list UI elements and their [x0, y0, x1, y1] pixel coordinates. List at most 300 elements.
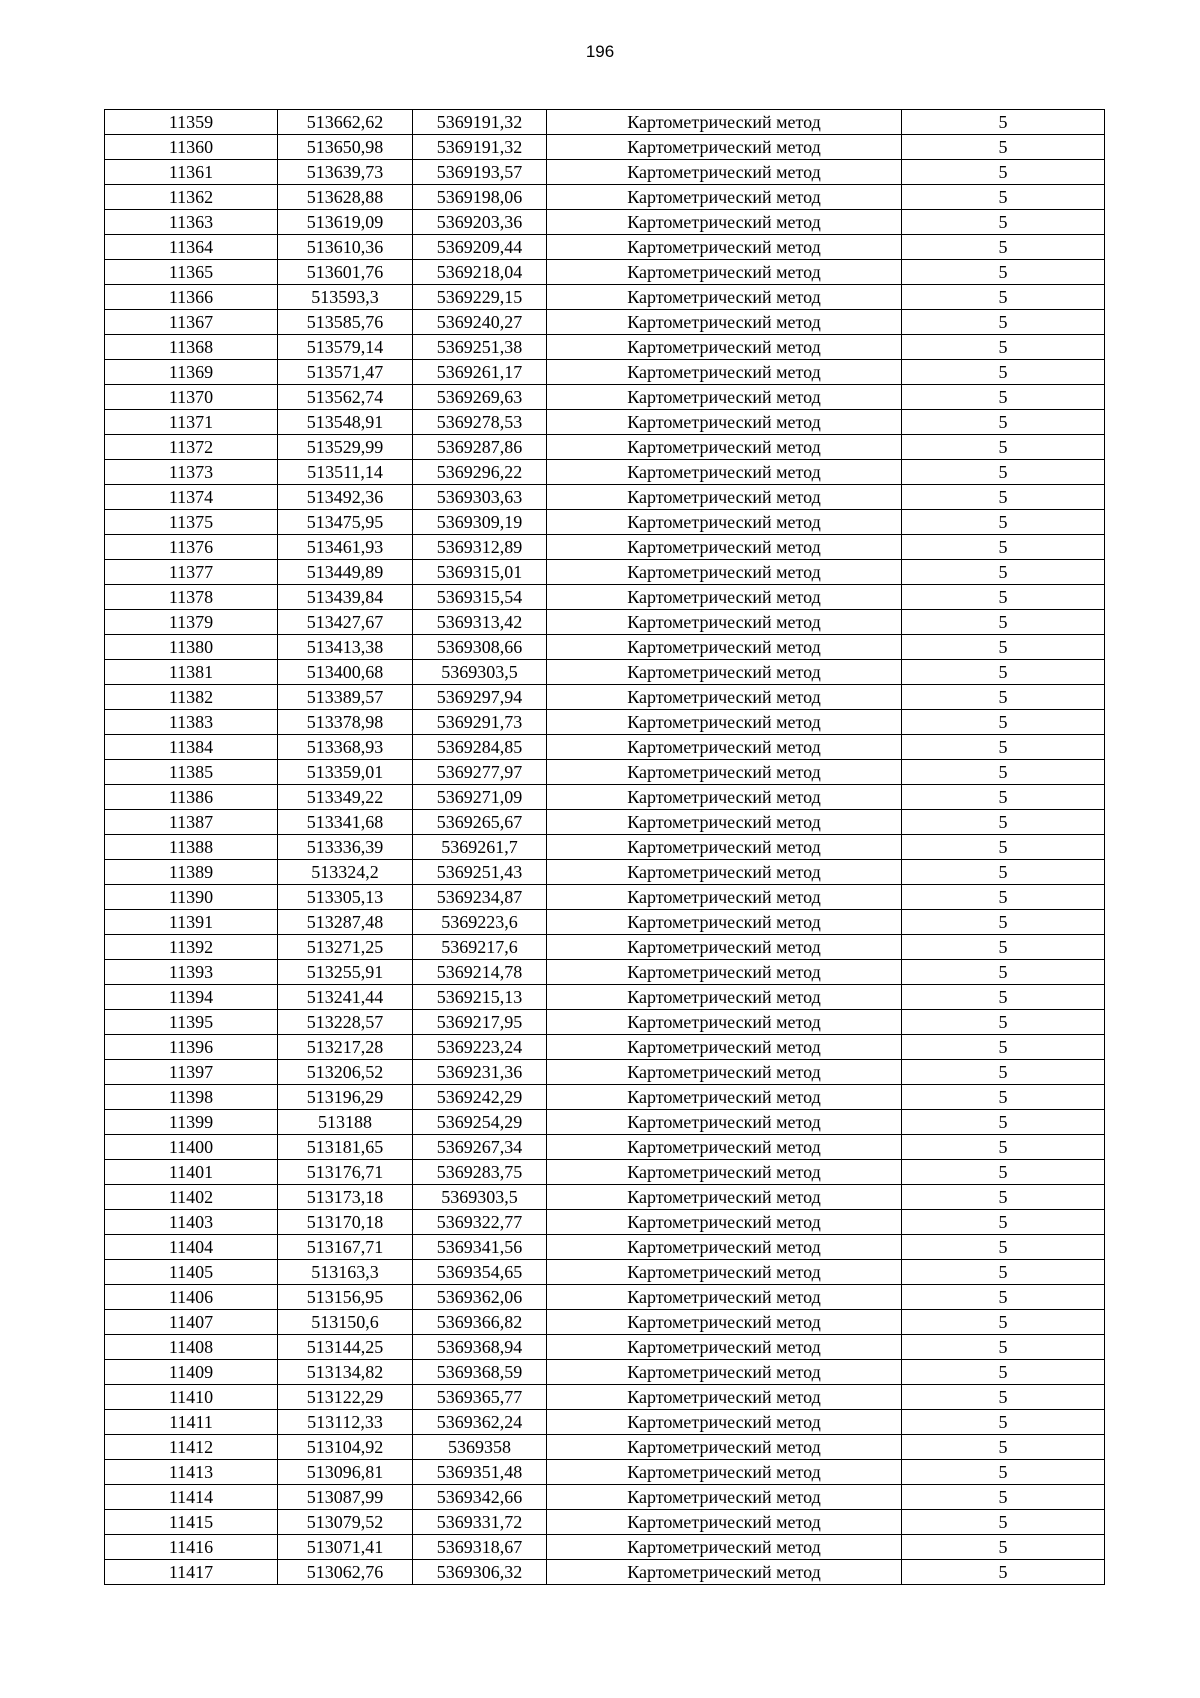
method-cell: Картометрический метод: [547, 1535, 902, 1560]
y-coordinate-cell: 5369278,53: [413, 410, 547, 435]
accuracy-cell: 5: [902, 260, 1105, 285]
accuracy-cell: 5: [902, 1110, 1105, 1135]
accuracy-cell: 5: [902, 710, 1105, 735]
table-row: [105, 785, 1105, 810]
method-cell: Картометрический метод: [547, 1410, 902, 1435]
y-coordinate-cell: 5369217,6: [413, 935, 547, 960]
point-number-cell: 11374: [105, 485, 278, 510]
method-cell: Картометрический метод: [547, 235, 902, 260]
x-coordinate-cell: 513122,29: [278, 1385, 413, 1410]
accuracy-cell: 5: [902, 835, 1105, 860]
y-coordinate-cell: 5369366,82: [413, 1310, 547, 1335]
x-coordinate-cell: 513378,98: [278, 710, 413, 735]
method-cell: Картометрический метод: [547, 1060, 902, 1085]
table-row: [105, 1060, 1105, 1085]
accuracy-cell: 5: [902, 735, 1105, 760]
point-number-cell: 11412: [105, 1435, 278, 1460]
y-coordinate-cell: 5369261,7: [413, 835, 547, 860]
point-number-cell: 11383: [105, 710, 278, 735]
method-cell: Картометрический метод: [547, 1335, 902, 1360]
x-coordinate-cell: 513071,41: [278, 1535, 413, 1560]
point-number-cell: 11411: [105, 1410, 278, 1435]
table-row: [105, 810, 1105, 835]
point-number-cell: 11402: [105, 1185, 278, 1210]
table-row: [105, 1085, 1105, 1110]
table-row: [105, 435, 1105, 460]
x-coordinate-cell: 513619,09: [278, 210, 413, 235]
accuracy-cell: 5: [902, 685, 1105, 710]
method-cell: Картометрический метод: [547, 1035, 902, 1060]
x-coordinate-cell: 513181,65: [278, 1135, 413, 1160]
table-row: [105, 985, 1105, 1010]
accuracy-cell: 5: [902, 485, 1105, 510]
table-row: [105, 710, 1105, 735]
point-number-cell: 11414: [105, 1485, 278, 1510]
method-cell: Картометрический метод: [547, 860, 902, 885]
accuracy-cell: 5: [902, 235, 1105, 260]
method-cell: Картометрический метод: [547, 260, 902, 285]
x-coordinate-cell: 513271,25: [278, 935, 413, 960]
point-number-cell: 11393: [105, 960, 278, 985]
accuracy-cell: 5: [902, 1360, 1105, 1385]
y-coordinate-cell: 5369191,32: [413, 110, 547, 135]
accuracy-cell: 5: [902, 785, 1105, 810]
coordinates-table-body: [105, 110, 1105, 1585]
table-row: [105, 360, 1105, 385]
table-row: [105, 1135, 1105, 1160]
method-cell: Картометрический метод: [547, 1460, 902, 1485]
table-row: [105, 335, 1105, 360]
y-coordinate-cell: 5369303,5: [413, 660, 547, 685]
method-cell: Картометрический метод: [547, 635, 902, 660]
x-coordinate-cell: 513368,93: [278, 735, 413, 760]
y-coordinate-cell: 5369198,06: [413, 185, 547, 210]
accuracy-cell: 5: [902, 210, 1105, 235]
accuracy-cell: 5: [902, 410, 1105, 435]
y-coordinate-cell: 5369303,63: [413, 485, 547, 510]
table-row: [105, 185, 1105, 210]
method-cell: Картометрический метод: [547, 685, 902, 710]
method-cell: Картометрический метод: [547, 560, 902, 585]
method-cell: Картометрический метод: [547, 160, 902, 185]
method-cell: Картометрический метод: [547, 760, 902, 785]
table-row: [105, 460, 1105, 485]
method-cell: Картометрический метод: [547, 660, 902, 685]
y-coordinate-cell: 5369368,94: [413, 1335, 547, 1360]
accuracy-cell: 5: [902, 185, 1105, 210]
accuracy-cell: 5: [902, 635, 1105, 660]
method-cell: Картометрический метод: [547, 1110, 902, 1135]
point-number-cell: 11368: [105, 335, 278, 360]
accuracy-cell: 5: [902, 1235, 1105, 1260]
table-row: [105, 135, 1105, 160]
table-row: [105, 910, 1105, 935]
point-number-cell: 11387: [105, 810, 278, 835]
table-row: [105, 735, 1105, 760]
table-row: [105, 685, 1105, 710]
coordinates-table: [104, 109, 1105, 1585]
accuracy-cell: 5: [902, 960, 1105, 985]
y-coordinate-cell: 5369313,42: [413, 610, 547, 635]
table-row: [105, 1410, 1105, 1435]
accuracy-cell: 5: [902, 1135, 1105, 1160]
x-coordinate-cell: 513217,28: [278, 1035, 413, 1060]
y-coordinate-cell: 5369354,65: [413, 1260, 547, 1285]
accuracy-cell: 5: [902, 1510, 1105, 1535]
table-row: [105, 535, 1105, 560]
method-cell: Картометрический метод: [547, 1160, 902, 1185]
point-number-cell: 11392: [105, 935, 278, 960]
x-coordinate-cell: 513156,95: [278, 1285, 413, 1310]
y-coordinate-cell: 5369267,34: [413, 1135, 547, 1160]
table-row: [105, 1385, 1105, 1410]
point-number-cell: 11386: [105, 785, 278, 810]
point-number-cell: 11359: [105, 110, 278, 135]
accuracy-cell: 5: [902, 1260, 1105, 1285]
table-row: [105, 1035, 1105, 1060]
method-cell: Картометрический метод: [547, 335, 902, 360]
point-number-cell: 11404: [105, 1235, 278, 1260]
page-number: 196: [585, 42, 615, 61]
accuracy-cell: 5: [902, 335, 1105, 360]
method-cell: Картометрический метод: [547, 960, 902, 985]
method-cell: Картометрический метод: [547, 910, 902, 935]
point-number-cell: 11369: [105, 360, 278, 385]
table-row: [105, 835, 1105, 860]
table-row: [105, 560, 1105, 585]
x-coordinate-cell: 513079,52: [278, 1510, 413, 1535]
y-coordinate-cell: 5369251,43: [413, 860, 547, 885]
y-coordinate-cell: 5369308,66: [413, 635, 547, 660]
x-coordinate-cell: 513662,62: [278, 110, 413, 135]
y-coordinate-cell: 5369217,95: [413, 1010, 547, 1035]
accuracy-cell: 5: [902, 1410, 1105, 1435]
table-row: [105, 885, 1105, 910]
x-coordinate-cell: 513324,2: [278, 860, 413, 885]
y-coordinate-cell: 5369315,54: [413, 585, 547, 610]
table-row: [105, 110, 1105, 135]
table-row: [105, 1535, 1105, 1560]
method-cell: Картометрический метод: [547, 935, 902, 960]
x-coordinate-cell: 513475,95: [278, 510, 413, 535]
method-cell: Картометрический метод: [547, 1085, 902, 1110]
point-number-cell: 11408: [105, 1335, 278, 1360]
accuracy-cell: 5: [902, 1535, 1105, 1560]
point-number-cell: 11389: [105, 860, 278, 885]
x-coordinate-cell: 513336,39: [278, 835, 413, 860]
point-number-cell: 11413: [105, 1460, 278, 1485]
accuracy-cell: 5: [902, 1310, 1105, 1335]
point-number-cell: 11409: [105, 1360, 278, 1385]
x-coordinate-cell: 513167,71: [278, 1235, 413, 1260]
table-row: [105, 1285, 1105, 1310]
accuracy-cell: 5: [902, 360, 1105, 385]
y-coordinate-cell: 5369191,32: [413, 135, 547, 160]
accuracy-cell: 5: [902, 460, 1105, 485]
method-cell: Картометрический метод: [547, 1385, 902, 1410]
x-coordinate-cell: 513449,89: [278, 560, 413, 585]
method-cell: Картометрический метод: [547, 510, 902, 535]
accuracy-cell: 5: [902, 1285, 1105, 1310]
point-number-cell: 11401: [105, 1160, 278, 1185]
accuracy-cell: 5: [902, 660, 1105, 685]
table-row: [105, 160, 1105, 185]
point-number-cell: 11381: [105, 660, 278, 685]
accuracy-cell: 5: [902, 135, 1105, 160]
y-coordinate-cell: 5369322,77: [413, 1210, 547, 1235]
y-coordinate-cell: 5369265,67: [413, 810, 547, 835]
x-coordinate-cell: 513359,01: [278, 760, 413, 785]
y-coordinate-cell: 5369277,97: [413, 760, 547, 785]
accuracy-cell: 5: [902, 1385, 1105, 1410]
method-cell: Картометрический метод: [547, 785, 902, 810]
table-row: [105, 610, 1105, 635]
table-row: [105, 960, 1105, 985]
table-row: [105, 1310, 1105, 1335]
y-coordinate-cell: 5369303,5: [413, 1185, 547, 1210]
method-cell: Картометрический метод: [547, 135, 902, 160]
method-cell: Картометрический метод: [547, 1010, 902, 1035]
x-coordinate-cell: 513241,44: [278, 985, 413, 1010]
accuracy-cell: 5: [902, 160, 1105, 185]
accuracy-cell: 5: [902, 860, 1105, 885]
accuracy-cell: 5: [902, 385, 1105, 410]
table-row: [105, 635, 1105, 660]
y-coordinate-cell: 5369214,78: [413, 960, 547, 985]
accuracy-cell: 5: [902, 435, 1105, 460]
method-cell: Картометрический метод: [547, 835, 902, 860]
method-cell: Картометрический метод: [547, 185, 902, 210]
accuracy-cell: 5: [902, 910, 1105, 935]
table-row: [105, 1185, 1105, 1210]
table-row: [105, 1235, 1105, 1260]
accuracy-cell: 5: [902, 1435, 1105, 1460]
y-coordinate-cell: 5369203,36: [413, 210, 547, 235]
y-coordinate-cell: 5369287,86: [413, 435, 547, 460]
method-cell: Картометрический метод: [547, 385, 902, 410]
y-coordinate-cell: 5369229,15: [413, 285, 547, 310]
y-coordinate-cell: 5369331,72: [413, 1510, 547, 1535]
x-coordinate-cell: 513400,68: [278, 660, 413, 685]
x-coordinate-cell: 513389,57: [278, 685, 413, 710]
table-row: [105, 235, 1105, 260]
point-number-cell: 11397: [105, 1060, 278, 1085]
x-coordinate-cell: 513461,93: [278, 535, 413, 560]
x-coordinate-cell: 513163,3: [278, 1260, 413, 1285]
method-cell: Картометрический метод: [547, 1310, 902, 1335]
table-row: [105, 210, 1105, 235]
x-coordinate-cell: 513173,18: [278, 1185, 413, 1210]
x-coordinate-cell: 513579,14: [278, 335, 413, 360]
method-cell: Картометрический метод: [547, 885, 902, 910]
y-coordinate-cell: 5369254,29: [413, 1110, 547, 1135]
point-number-cell: 11394: [105, 985, 278, 1010]
accuracy-cell: 5: [902, 1185, 1105, 1210]
point-number-cell: 11385: [105, 760, 278, 785]
accuracy-cell: 5: [902, 110, 1105, 135]
point-number-cell: 11396: [105, 1035, 278, 1060]
point-number-cell: 11388: [105, 835, 278, 860]
y-coordinate-cell: 5369234,87: [413, 885, 547, 910]
accuracy-cell: 5: [902, 810, 1105, 835]
accuracy-cell: 5: [902, 610, 1105, 635]
x-coordinate-cell: 513439,84: [278, 585, 413, 610]
x-coordinate-cell: 513112,33: [278, 1410, 413, 1435]
point-number-cell: 11376: [105, 535, 278, 560]
accuracy-cell: 5: [902, 560, 1105, 585]
point-number-cell: 11395: [105, 1010, 278, 1035]
table-row: [105, 585, 1105, 610]
point-number-cell: 11379: [105, 610, 278, 635]
y-coordinate-cell: 5369368,59: [413, 1360, 547, 1385]
method-cell: Картометрический метод: [547, 1485, 902, 1510]
x-coordinate-cell: 513104,92: [278, 1435, 413, 1460]
x-coordinate-cell: 513144,25: [278, 1335, 413, 1360]
method-cell: Картометрический метод: [547, 710, 902, 735]
y-coordinate-cell: 5369231,36: [413, 1060, 547, 1085]
method-cell: Картометрический метод: [547, 1360, 902, 1385]
method-cell: Картометрический метод: [547, 110, 902, 135]
y-coordinate-cell: 5369223,24: [413, 1035, 547, 1060]
y-coordinate-cell: 5369209,44: [413, 235, 547, 260]
accuracy-cell: 5: [902, 1335, 1105, 1360]
method-cell: Картометрический метод: [547, 1285, 902, 1310]
accuracy-cell: 5: [902, 885, 1105, 910]
accuracy-cell: 5: [902, 285, 1105, 310]
x-coordinate-cell: 513427,67: [278, 610, 413, 635]
table-row: [105, 1435, 1105, 1460]
method-cell: Картометрический метод: [547, 285, 902, 310]
point-number-cell: 11407: [105, 1310, 278, 1335]
point-number-cell: 11380: [105, 635, 278, 660]
method-cell: Картометрический метод: [547, 610, 902, 635]
x-coordinate-cell: 513601,76: [278, 260, 413, 285]
point-number-cell: 11363: [105, 210, 278, 235]
x-coordinate-cell: 513341,68: [278, 810, 413, 835]
accuracy-cell: 5: [902, 985, 1105, 1010]
y-coordinate-cell: 5369362,06: [413, 1285, 547, 1310]
x-coordinate-cell: 513206,52: [278, 1060, 413, 1085]
accuracy-cell: 5: [902, 1485, 1105, 1510]
table-row: [105, 1460, 1105, 1485]
table-row: [105, 660, 1105, 685]
y-coordinate-cell: 5369242,29: [413, 1085, 547, 1110]
method-cell: Картометрический метод: [547, 535, 902, 560]
y-coordinate-cell: 5369318,67: [413, 1535, 547, 1560]
accuracy-cell: 5: [902, 1460, 1105, 1485]
accuracy-cell: 5: [902, 935, 1105, 960]
method-cell: Картометрический метод: [547, 310, 902, 335]
point-number-cell: 11378: [105, 585, 278, 610]
point-number-cell: 11360: [105, 135, 278, 160]
method-cell: Картометрический метод: [547, 1235, 902, 1260]
point-number-cell: 11403: [105, 1210, 278, 1235]
method-cell: Картометрический метод: [547, 210, 902, 235]
table-row: [105, 260, 1105, 285]
method-cell: Картометрический метод: [547, 735, 902, 760]
x-coordinate-cell: 513548,91: [278, 410, 413, 435]
method-cell: Картометрический метод: [547, 1210, 902, 1235]
y-coordinate-cell: 5369215,13: [413, 985, 547, 1010]
accuracy-cell: 5: [902, 1035, 1105, 1060]
table-row: [105, 860, 1105, 885]
table-row: [105, 285, 1105, 310]
method-cell: Картометрический метод: [547, 1185, 902, 1210]
point-number-cell: 11362: [105, 185, 278, 210]
y-coordinate-cell: 5369341,56: [413, 1235, 547, 1260]
point-number-cell: 11415: [105, 1510, 278, 1535]
point-number-cell: 11391: [105, 910, 278, 935]
y-coordinate-cell: 5369351,48: [413, 1460, 547, 1485]
point-number-cell: 11373: [105, 460, 278, 485]
x-coordinate-cell: 513593,3: [278, 285, 413, 310]
table-row: [105, 1360, 1105, 1385]
point-number-cell: 11417: [105, 1560, 278, 1585]
x-coordinate-cell: 513610,36: [278, 235, 413, 260]
method-cell: Картометрический метод: [547, 360, 902, 385]
point-number-cell: 11370: [105, 385, 278, 410]
x-coordinate-cell: 513413,38: [278, 635, 413, 660]
y-coordinate-cell: 5369271,09: [413, 785, 547, 810]
method-cell: Картометрический метод: [547, 485, 902, 510]
table-row: [105, 1110, 1105, 1135]
point-number-cell: 11400: [105, 1135, 278, 1160]
y-coordinate-cell: 5369283,75: [413, 1160, 547, 1185]
x-coordinate-cell: 513096,81: [278, 1460, 413, 1485]
method-cell: Картометрический метод: [547, 810, 902, 835]
accuracy-cell: 5: [902, 1060, 1105, 1085]
point-number-cell: 11371: [105, 410, 278, 435]
point-number-cell: 11375: [105, 510, 278, 535]
x-coordinate-cell: 513087,99: [278, 1485, 413, 1510]
x-coordinate-cell: 513571,47: [278, 360, 413, 385]
x-coordinate-cell: 513562,74: [278, 385, 413, 410]
accuracy-cell: 5: [902, 585, 1105, 610]
accuracy-cell: 5: [902, 535, 1105, 560]
x-coordinate-cell: 513529,99: [278, 435, 413, 460]
point-number-cell: 11406: [105, 1285, 278, 1310]
y-coordinate-cell: 5369342,66: [413, 1485, 547, 1510]
table-row: [105, 385, 1105, 410]
accuracy-cell: 5: [902, 510, 1105, 535]
x-coordinate-cell: 513287,48: [278, 910, 413, 935]
method-cell: Картометрический метод: [547, 585, 902, 610]
point-number-cell: 11367: [105, 310, 278, 335]
point-number-cell: 11384: [105, 735, 278, 760]
table-row: [105, 1335, 1105, 1360]
y-coordinate-cell: 5369296,22: [413, 460, 547, 485]
method-cell: Картометрический метод: [547, 1135, 902, 1160]
y-coordinate-cell: 5369312,89: [413, 535, 547, 560]
method-cell: Картометрический метод: [547, 1560, 902, 1585]
x-coordinate-cell: 513628,88: [278, 185, 413, 210]
point-number-cell: 11410: [105, 1385, 278, 1410]
x-coordinate-cell: 513585,76: [278, 310, 413, 335]
table-row: [105, 1485, 1105, 1510]
table-row: [105, 760, 1105, 785]
method-cell: Картометрический метод: [547, 1510, 902, 1535]
point-number-cell: 11390: [105, 885, 278, 910]
y-coordinate-cell: 5369291,73: [413, 710, 547, 735]
table-row: [105, 1510, 1105, 1535]
accuracy-cell: 5: [902, 310, 1105, 335]
y-coordinate-cell: 5369362,24: [413, 1410, 547, 1435]
table-row: [105, 1010, 1105, 1035]
y-coordinate-cell: 5369240,27: [413, 310, 547, 335]
x-coordinate-cell: 513170,18: [278, 1210, 413, 1235]
method-cell: Картометрический метод: [547, 985, 902, 1010]
y-coordinate-cell: 5369309,19: [413, 510, 547, 535]
